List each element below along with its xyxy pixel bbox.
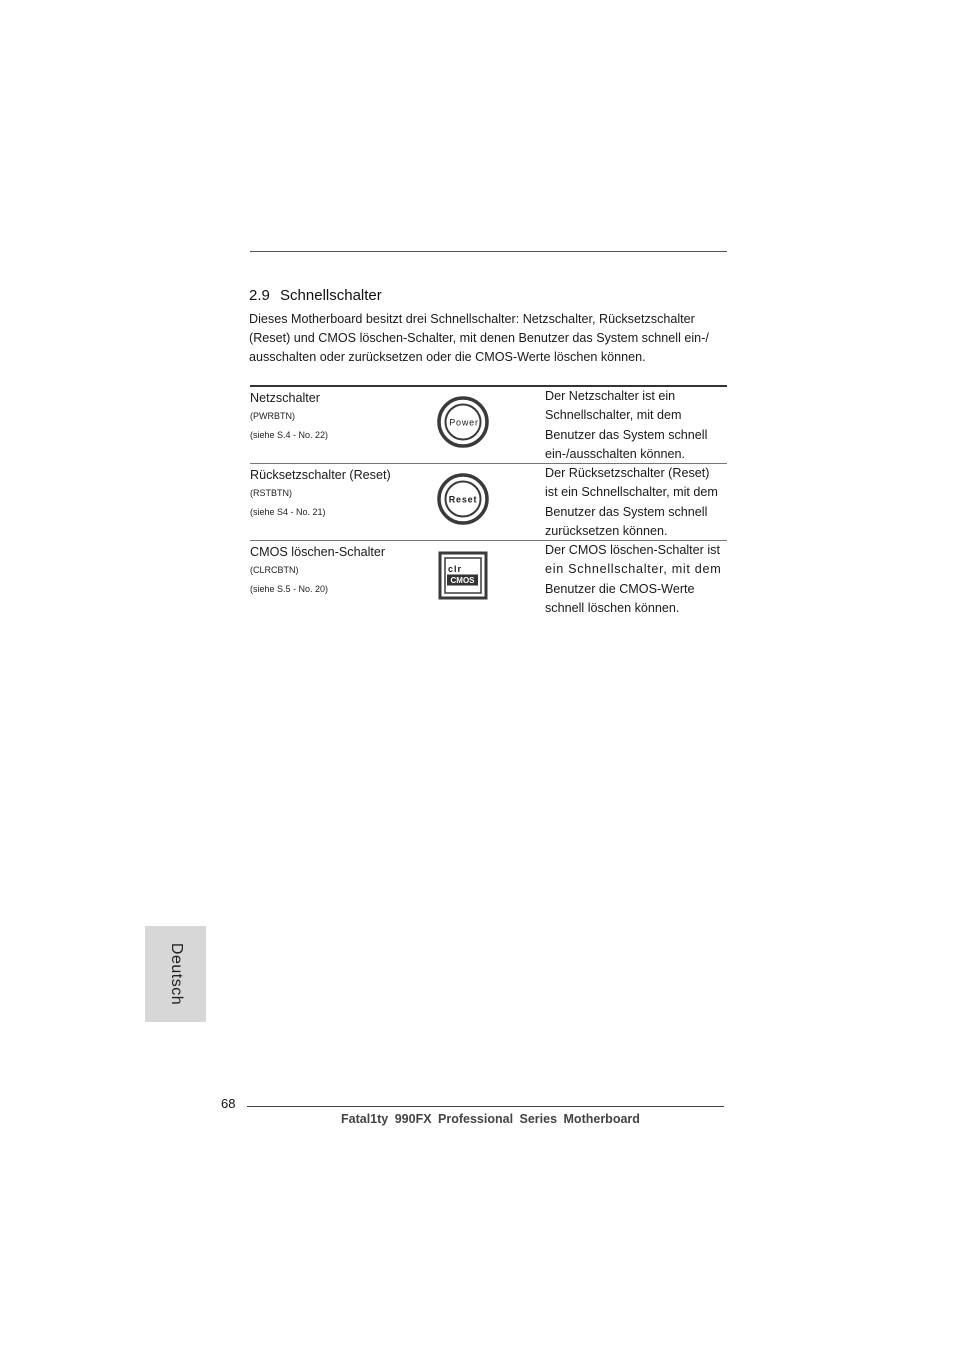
switch-name-cell [250,543,430,599]
section-number: 2.9 [249,287,270,304]
switch-code: (RSTBTN) [250,488,292,498]
section-title: Schnellschalter [280,287,382,304]
switch-description [545,464,730,541]
description-line: Schnellschalter, mit dem [545,408,682,423]
table-row [250,464,727,541]
switch-reference: (siehe S4 - No. 21) [250,507,326,517]
switch-name: CMOS löschen-Schalter [250,545,386,559]
intro-line: (Reset) und CMOS löschen-Schalter, mit denen Benutzer das System schnell ein-/ [249,331,709,345]
intro-line: Dieses Motherboard besitzt drei Schnellschalter: Netzschalter, Rücksetzschalter [249,312,695,326]
language-label: Deutsch [167,942,185,1006]
switch-name: Rücksetzschalter (Reset) [250,468,391,482]
reset-button-icon [437,473,489,525]
power-icon-label: Power [449,417,479,428]
intro-line: ausschalten oder zurücksetzen oder die CMOS-Werte löschen können. [249,350,646,364]
switch-name-cell [250,466,430,522]
switch-reference: (siehe S.4 - No. 22) [250,430,329,440]
cmos-icon-label-bottom: CMOS [450,576,475,585]
clear-cmos-button-icon [437,550,489,602]
description-line: Der Netzschalter ist ein [545,389,676,403]
switch-name-cell [250,389,430,445]
switch-code: (CLRCBTN) [250,565,299,575]
cmos-icon-label-top: clr [448,564,463,574]
description-line: zurücksetzen können. [545,523,668,538]
table-row [250,387,727,464]
power-button-icon [437,396,489,448]
table-row [250,541,727,617]
description-line: Der Rücksetzschalter (Reset) [545,466,710,480]
description-line: ein Schnellschalter, mit dem [545,562,722,577]
description-line: Benutzer das System schnell [545,427,708,442]
description-line: schnell löschen können. [545,600,680,615]
switch-code: (PWRBTN) [250,411,295,421]
top-divider [250,251,727,252]
switch-reference: (siehe S.5 - No. 20) [250,584,329,594]
language-tab [145,926,206,1022]
section-heading [249,287,382,304]
intro-paragraph [249,310,729,367]
footer-title: Fatal1ty 990FX Professional Series Motherboard [341,1112,640,1126]
description-line: ein-/ausschalten können. [545,446,686,461]
switch-name: Netzschalter [250,391,320,405]
description-line: ist ein Schnellschalter, mit dem [545,485,718,500]
switch-description [545,541,730,618]
switch-table [250,385,727,617]
description-line: Der CMOS löschen-Schalter ist [545,543,720,557]
footer-divider [247,1106,724,1107]
switch-description [545,387,730,464]
page-number: 68 [221,1096,236,1111]
description-line: Benutzer das System schnell [545,504,708,519]
description-line: Benutzer die CMOS-Werte [545,581,695,596]
reset-icon-label: Reset [448,494,478,505]
